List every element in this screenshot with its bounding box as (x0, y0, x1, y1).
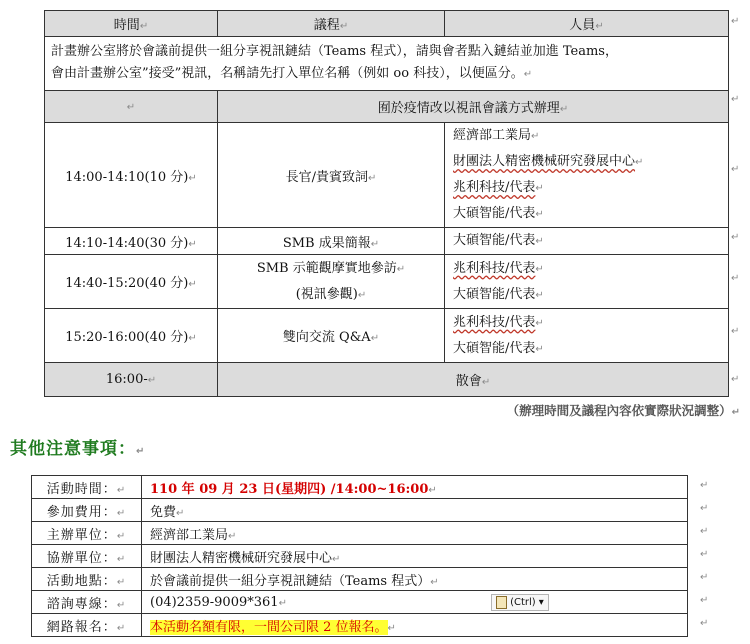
row-end-marker: ↵ (700, 526, 709, 537)
notice-cell (45, 37, 729, 91)
notice-row (45, 37, 729, 91)
info-row (32, 522, 688, 545)
person-entry: 大碩智能/代表↵ (453, 340, 544, 356)
row-3-item (218, 255, 445, 309)
paste-options-label: (Ctrl) (510, 596, 536, 608)
paste-options-button[interactable] (491, 594, 549, 611)
person-entry: 兆利科技/代表↵ (453, 180, 544, 195)
row-end-marker: ↵ (731, 374, 740, 385)
person-entry: 大碩智能/代表↵ (453, 233, 544, 248)
row-3-item-line-1: SMB 示範觀摩實地參訪↵ (256, 260, 406, 276)
person-entry: 兆利科技/代表↵ (453, 314, 544, 330)
info-label: 諮詢專線：↵ (32, 591, 142, 614)
other-notes-heading: 其他注意事項：↵ (10, 439, 146, 459)
info-row (32, 614, 688, 637)
info-value-registration: 本活動名額有限，一間公司限 2 位報名。↵ (142, 614, 688, 637)
info-label: 參加費用：↵ (32, 499, 142, 522)
agenda-row-2 (45, 228, 729, 255)
row-end-marker: ↵ (731, 326, 740, 337)
info-label: 活動時間：↵ (32, 476, 142, 499)
row-2-people (445, 228, 729, 255)
row-1-people (445, 123, 729, 228)
mode-empty-cell: ↵ (45, 91, 218, 123)
end-time: 16:00-↵ (45, 363, 218, 397)
info-label: 主辦單位：↵ (32, 522, 142, 545)
row-4-people (445, 309, 729, 363)
person-entry: 兆利科技/代表↵ (453, 260, 544, 276)
agenda-end-row (45, 363, 729, 397)
info-value-hotline: (04)2359-9009*361↵ (Ctrl) ▾ (142, 591, 688, 614)
row-end-marker: ↵ (731, 94, 740, 105)
person-entry: 財團法人精密機械研究發展中心↵ (453, 154, 644, 169)
notice-line-2: 會由計畫辦公室”接受”視訊，名稱請先打入單位名稱（例如 oo 科技），以便區分。↵ (51, 66, 533, 81)
row-3-item-line-2: (視訊參觀)↵ (295, 286, 367, 302)
person-entry: 經濟部工業局↵ (453, 128, 540, 143)
notice-line-1: 計畫辦公室將於會議前提供一組分享視訊鏈結（Teams 程式），請與會者點入鏈結並加進 Teams， (51, 44, 618, 59)
row-end-marker: ↵ (731, 273, 740, 284)
info-row (32, 476, 688, 499)
info-value-time: 110 年 09 月 23 日(星期四) /14:00~16:00↵ (142, 476, 688, 499)
row-3-time: 14:40-15:20(40 分)↵ (45, 255, 218, 309)
info-row (32, 568, 688, 591)
info-row (32, 591, 688, 614)
row-end-marker: ↵ (700, 549, 709, 560)
mode-row (45, 91, 729, 123)
row-2-time: 14:10-14:40(30 分)↵ (45, 228, 218, 255)
row-3-people (445, 255, 729, 309)
agenda-row-4 (45, 309, 729, 363)
header-agenda: 議程↵ (218, 11, 445, 37)
info-value-organizer: 經濟部工業局↵ (142, 522, 688, 545)
row-end-marker: ↵ (700, 480, 709, 491)
end-item: 散會↵ (218, 363, 729, 397)
row-4-item: 雙向交流 Q&A↵ (218, 309, 445, 363)
clipboard-icon (496, 596, 507, 609)
agenda-header-row (45, 11, 729, 37)
row-1-item: 長官/貴賓致詞↵ (218, 123, 445, 228)
agenda-row-3 (45, 255, 729, 309)
agenda-table (44, 10, 729, 397)
info-label: 網路報名：↵ (32, 614, 142, 637)
event-info-table (31, 475, 688, 637)
header-people: 人員↵ (445, 11, 729, 37)
row-end-marker: ↵ (731, 164, 740, 175)
row-4-time: 15:20-16:00(40 分)↵ (45, 309, 218, 363)
row-end-marker: ↵ (700, 503, 709, 514)
person-entry: 大碩智能/代表↵ (453, 286, 544, 302)
row-2-item: SMB 成果簡報↵ (218, 228, 445, 255)
info-row (32, 545, 688, 568)
header-time: 時間↵ (45, 11, 218, 37)
info-row (32, 499, 688, 522)
info-label: 協辦單位：↵ (32, 545, 142, 568)
row-end-marker: ↵ (700, 572, 709, 583)
info-label: 活動地點：↵ (32, 568, 142, 591)
row-end-marker: ↵ (700, 618, 709, 629)
info-value-location: 於會議前提供一組分享視訊鏈結（Teams 程式）↵ (142, 568, 688, 591)
schedule-note: （辦理時間及議程內容依實際狀況調整）↵ (506, 403, 740, 418)
person-entry: 大碩智能/代表↵ (453, 206, 544, 221)
row-end-marker: ↵ (700, 595, 709, 606)
agenda-row-1 (45, 123, 729, 228)
row-1-time: 14:00-14:10(10 分)↵ (45, 123, 218, 228)
chevron-down-icon: ▾ (538, 596, 544, 608)
row-end-marker: ↵ (731, 232, 740, 243)
mode-title: 囿於疫情改以視訊會議方式辦理↵ (218, 91, 729, 123)
info-value-fee: 免費↵ (142, 499, 688, 522)
info-value-co-organizer: 財團法人精密機械研究發展中心↵ (142, 545, 688, 568)
row-end-marker: ↵ (731, 16, 740, 27)
